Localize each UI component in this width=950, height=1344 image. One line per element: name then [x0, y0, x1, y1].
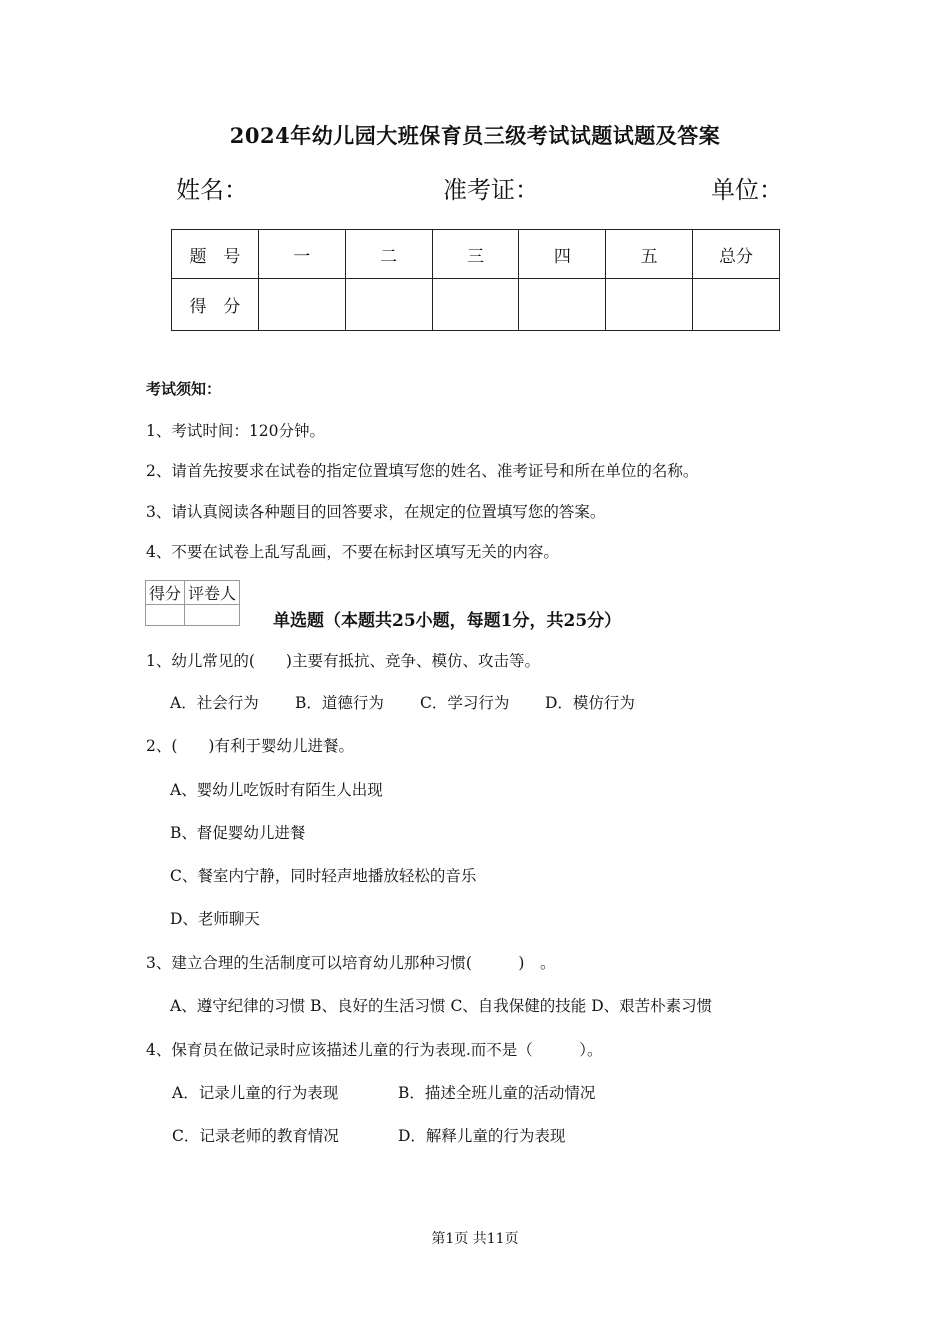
question-option: B、督促婴幼儿进餐 [170, 824, 306, 842]
question-option: C．记录老师的教育情况 [172, 1127, 339, 1145]
score-table-header-row [172, 230, 780, 279]
score-table-score-row [172, 279, 780, 331]
notice-heading: 考试须知： [146, 380, 222, 398]
question-stem: 4、保育员在做记录时应该描述儿童的行为表现.而不是（ ）。 [146, 1041, 603, 1059]
column-5: 五 [606, 230, 693, 279]
column-2: 二 [345, 230, 432, 279]
question-stem: 2、( )有利于婴幼儿进餐。 [146, 737, 354, 755]
score-cell [606, 279, 693, 331]
question-stem: 1、幼儿常见的( )主要有抵抗、竞争、模仿、攻击等。 [146, 652, 540, 670]
grader-reviewer-label: 评卷人 [185, 581, 240, 605]
unit-label: 单位： [711, 176, 783, 204]
question-option: C、餐室内宁静，同时轻声地播放轻松的音乐 [170, 867, 477, 885]
score-cell [258, 279, 345, 331]
grader-box [145, 580, 240, 626]
column-4: 四 [519, 230, 606, 279]
document-title: 2024年幼儿园大班保育员三级考试试题试题及答案 [229, 123, 721, 148]
question-option: D．解释儿童的行为表现 [398, 1127, 566, 1145]
column-total: 总分 [693, 230, 780, 279]
exam-id-label: 准考证： [443, 176, 539, 204]
question-option: D、老师聊天 [170, 910, 260, 928]
score-cell [693, 279, 780, 331]
score-cell [345, 279, 432, 331]
question-option: A、遵守纪律的习惯 B、良好的生活习惯 C、自我保健的技能 D、艰苦朴素习惯 [170, 997, 713, 1015]
question-option: A．记录儿童的行为表现 [172, 1084, 339, 1102]
grader-score-cell [146, 605, 185, 626]
question-option: A．社会行为 [170, 694, 259, 712]
question-option: B．道德行为 [295, 694, 384, 712]
question-option: B．描述全班儿童的活动情况 [398, 1084, 596, 1102]
column-1: 一 [258, 230, 345, 279]
question-number-label: 题 号 [172, 230, 259, 279]
notice-item: 2、请首先按要求在试卷的指定位置填写您的姓名、准考证号和所在单位的名称。 [146, 462, 699, 480]
notice-item: 4、不要在试卷上乱写乱画，不要在标封区填写无关的内容。 [146, 543, 559, 561]
question-option: D．模仿行为 [545, 694, 635, 712]
name-label: 姓名： [176, 176, 248, 204]
column-3: 三 [432, 230, 519, 279]
notice-item: 3、请认真阅读各种题目的回答要求，在规定的位置填写您的答案。 [146, 503, 606, 521]
score-label: 得 分 [172, 279, 259, 331]
grader-reviewer-cell [185, 605, 240, 626]
score-table [171, 229, 780, 331]
question-option: C．学习行为 [420, 694, 510, 712]
page-footer: 第1页 共11页 [431, 1231, 519, 1247]
question-option: A、婴幼儿吃饭时有陌生人出现 [170, 781, 383, 799]
score-cell [432, 279, 519, 331]
question-stem: 3、建立合理的生活制度可以培育幼儿那种习惯( ) 。 [146, 954, 556, 972]
notice-item: 1、考试时间：120分钟。 [146, 422, 325, 440]
section-title: 单选题（本题共25小题，每题1分，共25分） [273, 611, 622, 631]
grader-score-label: 得分 [146, 581, 185, 605]
score-cell [519, 279, 606, 331]
